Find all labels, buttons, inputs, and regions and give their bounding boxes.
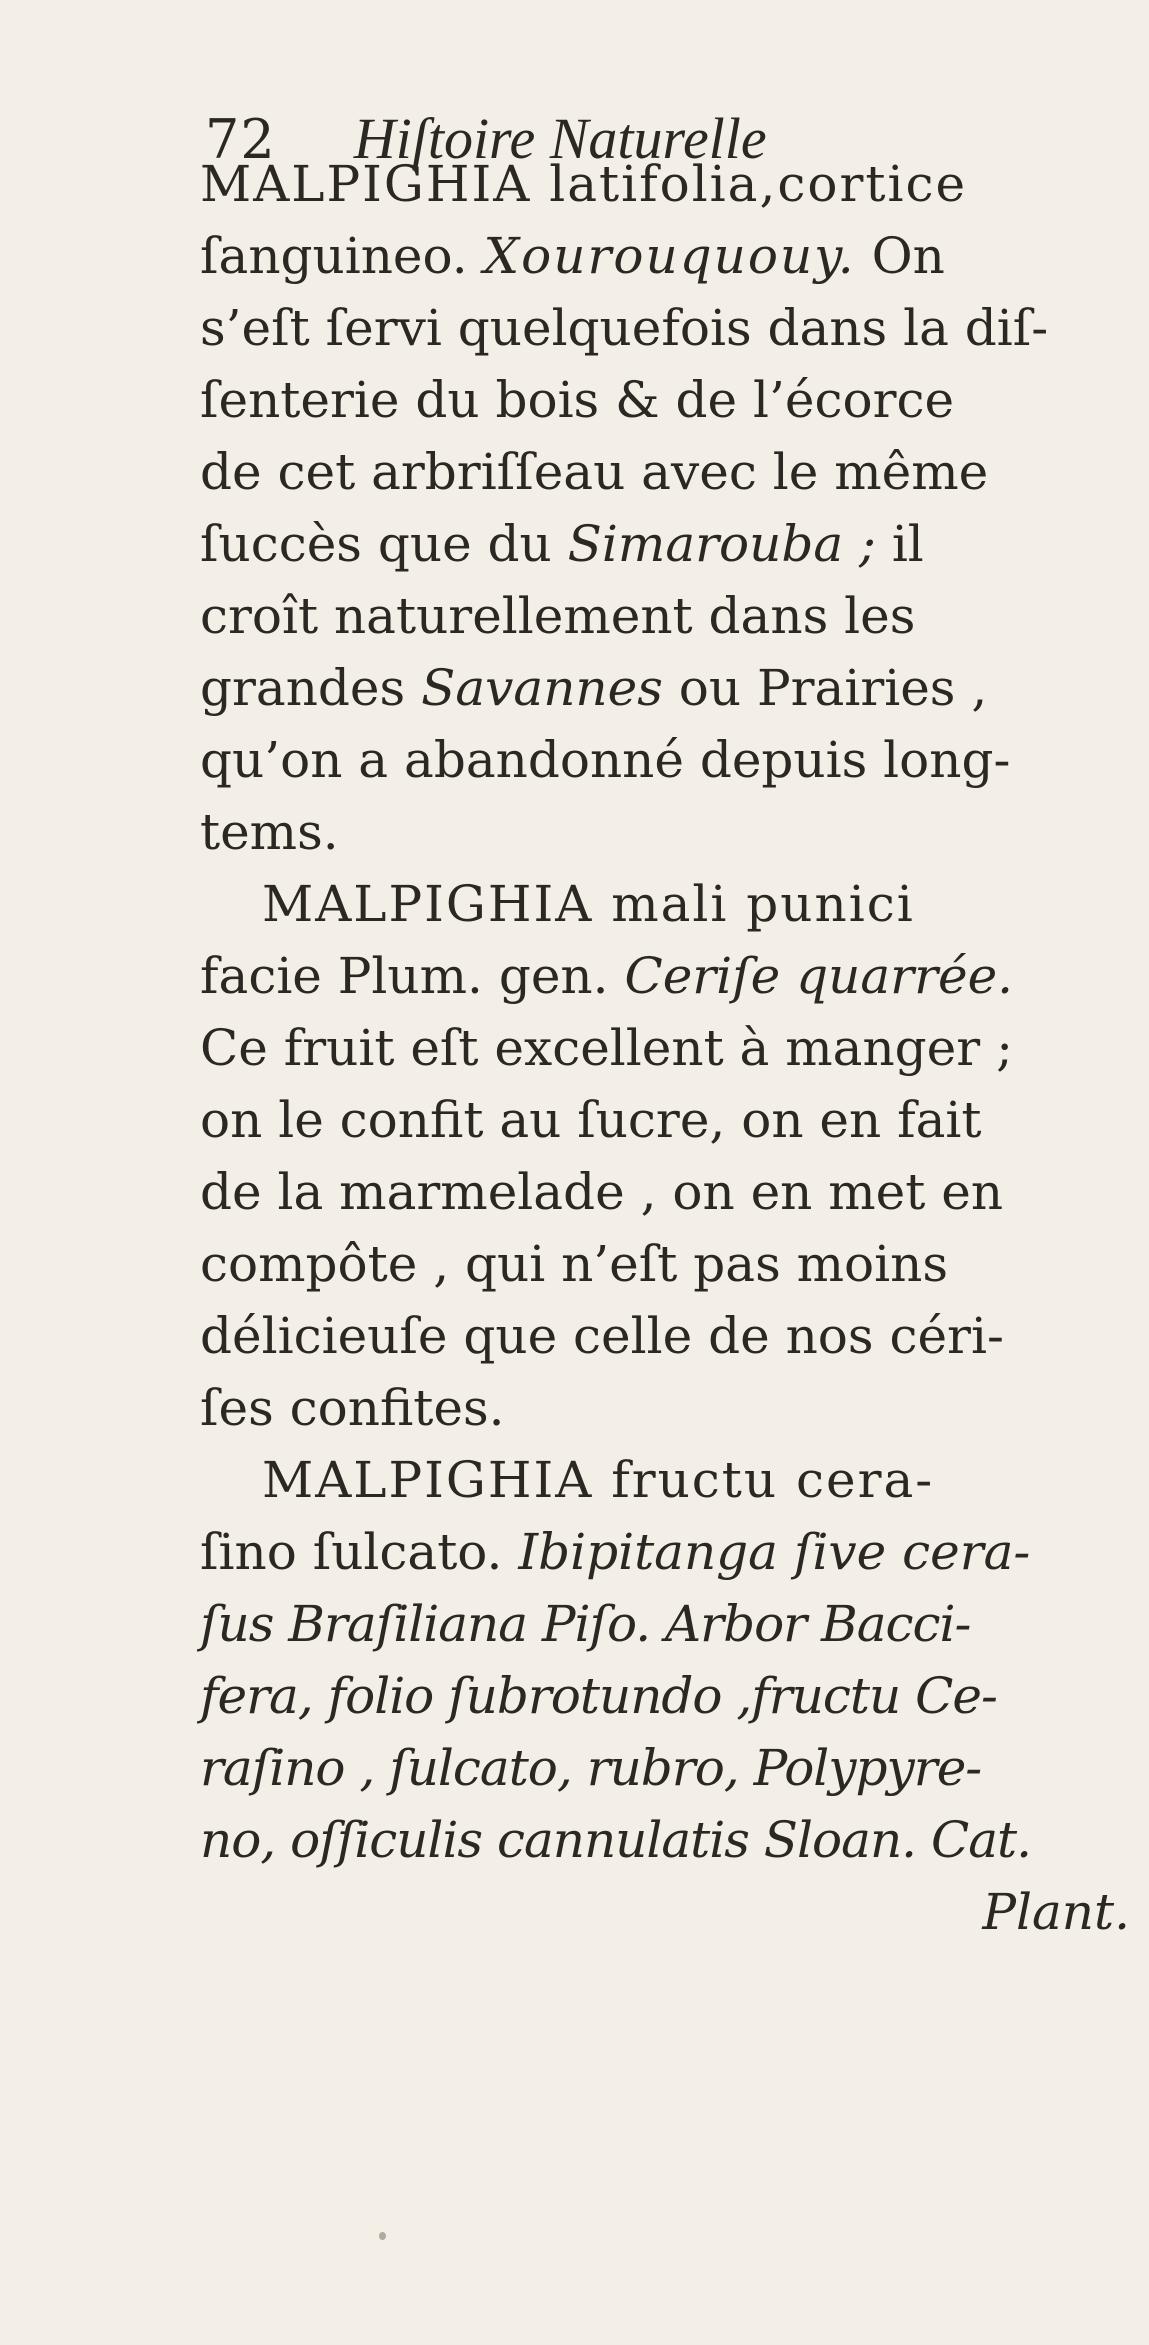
- text-line: [200, 220, 1145, 292]
- text-line: [200, 292, 1145, 364]
- text-line: [200, 1588, 1145, 1660]
- line-text: croît naturellement dans les: [200, 587, 916, 645]
- text-line: [200, 796, 1145, 868]
- text-line: [200, 1732, 1145, 1804]
- species-name: Simarouba ;: [567, 515, 876, 573]
- line-text: ſenterie du bois & de l’écorce: [200, 371, 955, 429]
- line-text: grandes: [200, 659, 406, 717]
- species-name: Ibipitanga ſive cera-: [518, 1523, 1031, 1581]
- text-line: [200, 1300, 1145, 1372]
- line-text: il: [891, 515, 924, 573]
- line-text: Plant.: [982, 1883, 1130, 1941]
- line-text: fera, folio ſubrotundo ,fructu Ce-: [200, 1667, 997, 1725]
- page-number: 72: [205, 108, 276, 171]
- line-text: MALPIGHIA latifolia,cortice: [200, 155, 968, 213]
- text-line: [200, 1372, 1145, 1444]
- line-text: Ce fruit eſt excellent à manger ;: [200, 1019, 1013, 1077]
- line-text: tems.: [200, 803, 339, 861]
- running-title: Hiſtoire Naturelle: [353, 106, 767, 171]
- line-text: On: [871, 227, 945, 285]
- line-text: MALPIGHIA mali punici: [262, 875, 915, 933]
- line-text: compôte , qui n’eſt pas moins: [200, 1235, 948, 1293]
- text-line: [200, 724, 1145, 796]
- line-text: ſes confites.: [200, 1379, 505, 1437]
- line-text: de cet arbriſſeau avec le même: [200, 443, 989, 501]
- text-line: [200, 1660, 1145, 1732]
- text-line: [200, 580, 1145, 652]
- text-block: [200, 148, 1145, 1948]
- species-name: Ceriſe quarrée.: [624, 947, 1014, 1005]
- text-line: [200, 148, 1145, 220]
- species-name: Xourouquouy.: [483, 227, 856, 285]
- text-line: [200, 652, 1145, 724]
- line-text: s’eſt ſervi quelquefois dans la diſ-: [200, 299, 1049, 357]
- text-line: [200, 436, 1145, 508]
- line-text: ſanguineo.: [200, 227, 468, 285]
- line-text: ſino ſulcato.: [200, 1523, 503, 1581]
- line-text: ſus Braſiliana Piſo. Arbor Bacci-: [200, 1595, 971, 1653]
- text-line: [200, 364, 1145, 436]
- text-line: [200, 1804, 1145, 1876]
- text-line: [200, 1876, 1145, 1948]
- text-line: [200, 1156, 1145, 1228]
- line-text: ſuccès que du: [200, 515, 552, 573]
- line-text: raſino , ſulcato, rubro, Polypyre-: [200, 1739, 982, 1797]
- place-name: Savannes: [421, 659, 663, 717]
- text-line: [200, 1012, 1145, 1084]
- line-text: ou Prairies ,: [678, 659, 988, 717]
- text-line: [200, 940, 1145, 1012]
- line-text: facie Plum. gen.: [200, 947, 609, 1005]
- text-line: [200, 508, 1145, 580]
- line-text: délicieuſe que celle de nos céri-: [200, 1307, 1004, 1365]
- line-text: no, oſſiculis cannulatis Sloan. Cat.: [200, 1811, 1031, 1869]
- ink-spot: [379, 2232, 386, 2240]
- text-line: [200, 1228, 1145, 1300]
- text-line: [200, 1516, 1145, 1588]
- line-text: de la marmelade , on en met en: [200, 1163, 1004, 1221]
- text-line: [200, 1444, 1145, 1516]
- line-text: MALPIGHIA fructu cera-: [262, 1451, 935, 1509]
- text-line: [200, 1084, 1145, 1156]
- text-line: [200, 868, 1145, 940]
- line-text: qu’on a abandonné depuis long-: [200, 731, 1011, 789]
- line-text: on le confit au ſucre, on en fait: [200, 1091, 982, 1149]
